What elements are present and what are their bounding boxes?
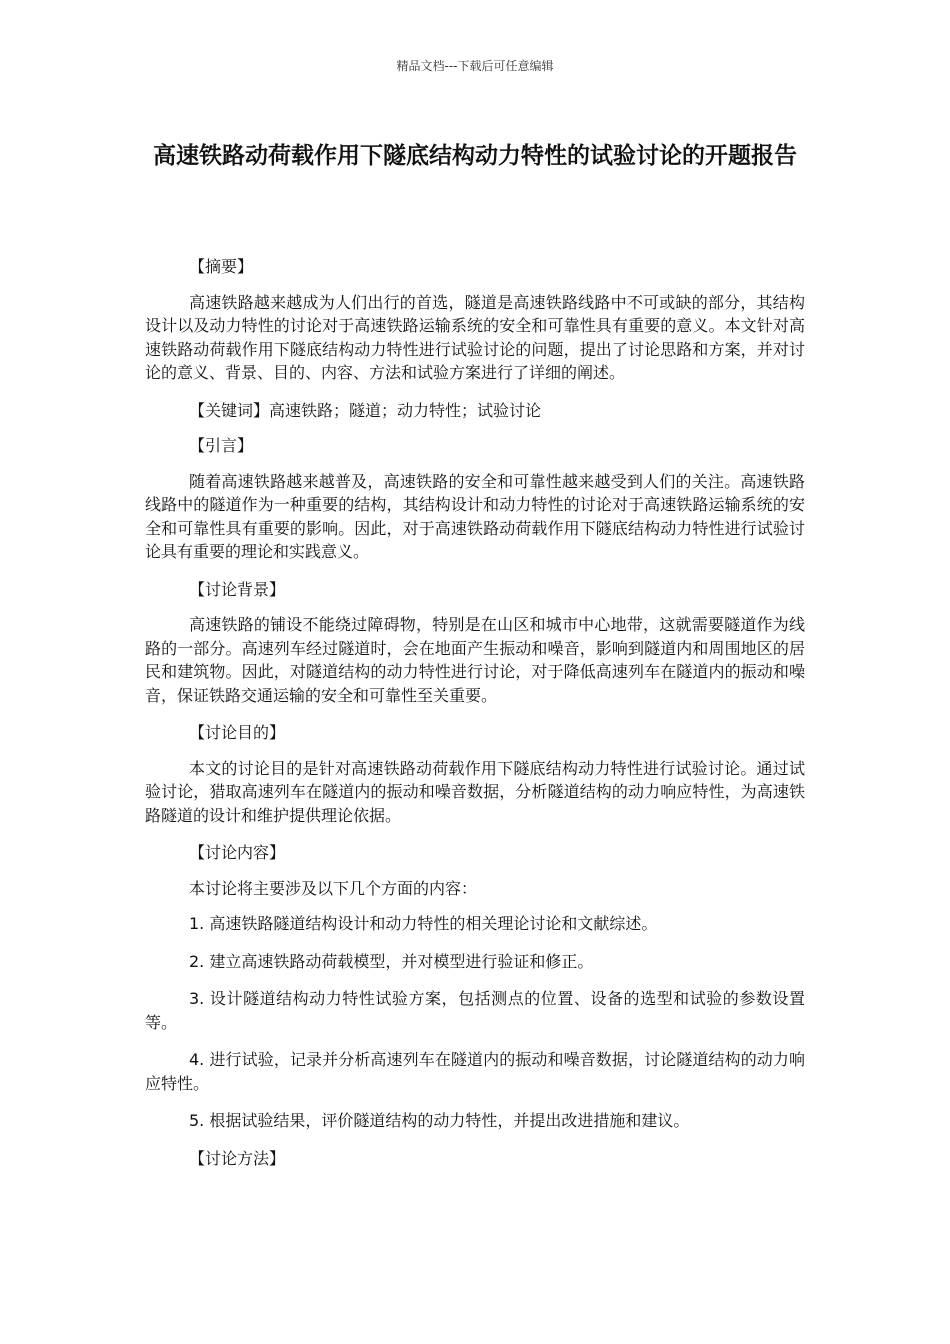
purpose-heading: 【讨论目的】 xyxy=(189,723,286,742)
list-item: 2. 建立高速铁路动荷载模型，并对模型进行验证和修正。 xyxy=(189,951,594,971)
list-item: 4. 进行试验，记录并分析高速列车在隧道内的振动和噪音数据，讨论隧道结构的动力响应特性。 xyxy=(145,1050,805,1093)
intro-heading: 【引言】 xyxy=(189,436,254,455)
abstract-heading: 【摘要】 xyxy=(189,257,254,276)
keywords-line: 【关键词】高速铁路；隧道；动力特性；试验讨论 xyxy=(189,400,542,420)
page-header-note: 精品文档---下载后可任意编辑 xyxy=(396,59,554,73)
content-heading: 【讨论内容】 xyxy=(189,843,286,862)
document-body xyxy=(145,255,805,1182)
purpose-paragraph: 本文的讨论目的是针对高速铁路动荷载作用下隧底结构动力特性进行试验讨论。通过试验讨论，猎取高速列车在隧道内的振动和噪音数据，分析隧道结构的动力响应特性，为高速铁路隧道的设计和维护提供理论依据。 xyxy=(145,758,805,825)
background-paragraph: 高速铁路的铺设不能绕过障碍物，特别是在山区和城市中心地带，这就需要隧道作为线路的一部分。高速列车经过隧道时，会在地面产生振动和噪音，影响到隧道内和周围地区的居民和建筑物。因此，对隧道结构的动力特性进行讨论，对于降低高速列车在隧道内的振动和噪音，保证铁路交通运输的安全和可靠性至关重要。 xyxy=(145,615,805,705)
content-intro: 本讨论将主要涉及以下几个方面的内容： xyxy=(189,878,478,898)
abstract-paragraph: 高速铁路越来越成为人们出行的首选，隧道是高速铁路线路中不可或缺的部分，其结构设计以及动力特性的讨论对于高速铁路运输系统的安全和可靠性具有重要的意义。本文针对高速铁路动荷载作用下隧底结构动力特性进行试验讨论的问题，提出了讨论思路和方案，并对讨论的意义、背景、目的、内容、方法和试验方案进行了详细的阐述。 xyxy=(145,292,805,382)
list-item: 5. 根据试验结果，评价隧道结构的动力特性，并提出改进措施和建议。 xyxy=(189,1111,690,1130)
list-item: 1. 高速铁路隧道结构设计和动力特性的相关理论讨论和文献综述。 xyxy=(189,914,658,933)
document-title: 高速铁路动荷载作用下隧底结构动力特性的试验讨论的开题报告 xyxy=(153,143,797,169)
background-heading: 【讨论背景】 xyxy=(189,579,286,599)
intro-paragraph: 随着高速铁路越来越普及，高速铁路的安全和可靠性越来越受到人们的关注。高速铁路线路中的隧道作为一种重要的结构，其结构设计和动力特性的讨论对于高速铁路运输系统的安全和可靠性具有重要的影响。因此，对于高速铁路动荷载作用下隧底结构动力特性进行试验讨论具有重要的理论和实践意义。 xyxy=(145,471,805,561)
method-heading: 【讨论方法】 xyxy=(189,1148,286,1168)
list-item: 3. 设计隧道结构动力特性试验方案，包括测点的位置、设备的选型和试验的参数设置等。 xyxy=(145,989,805,1032)
